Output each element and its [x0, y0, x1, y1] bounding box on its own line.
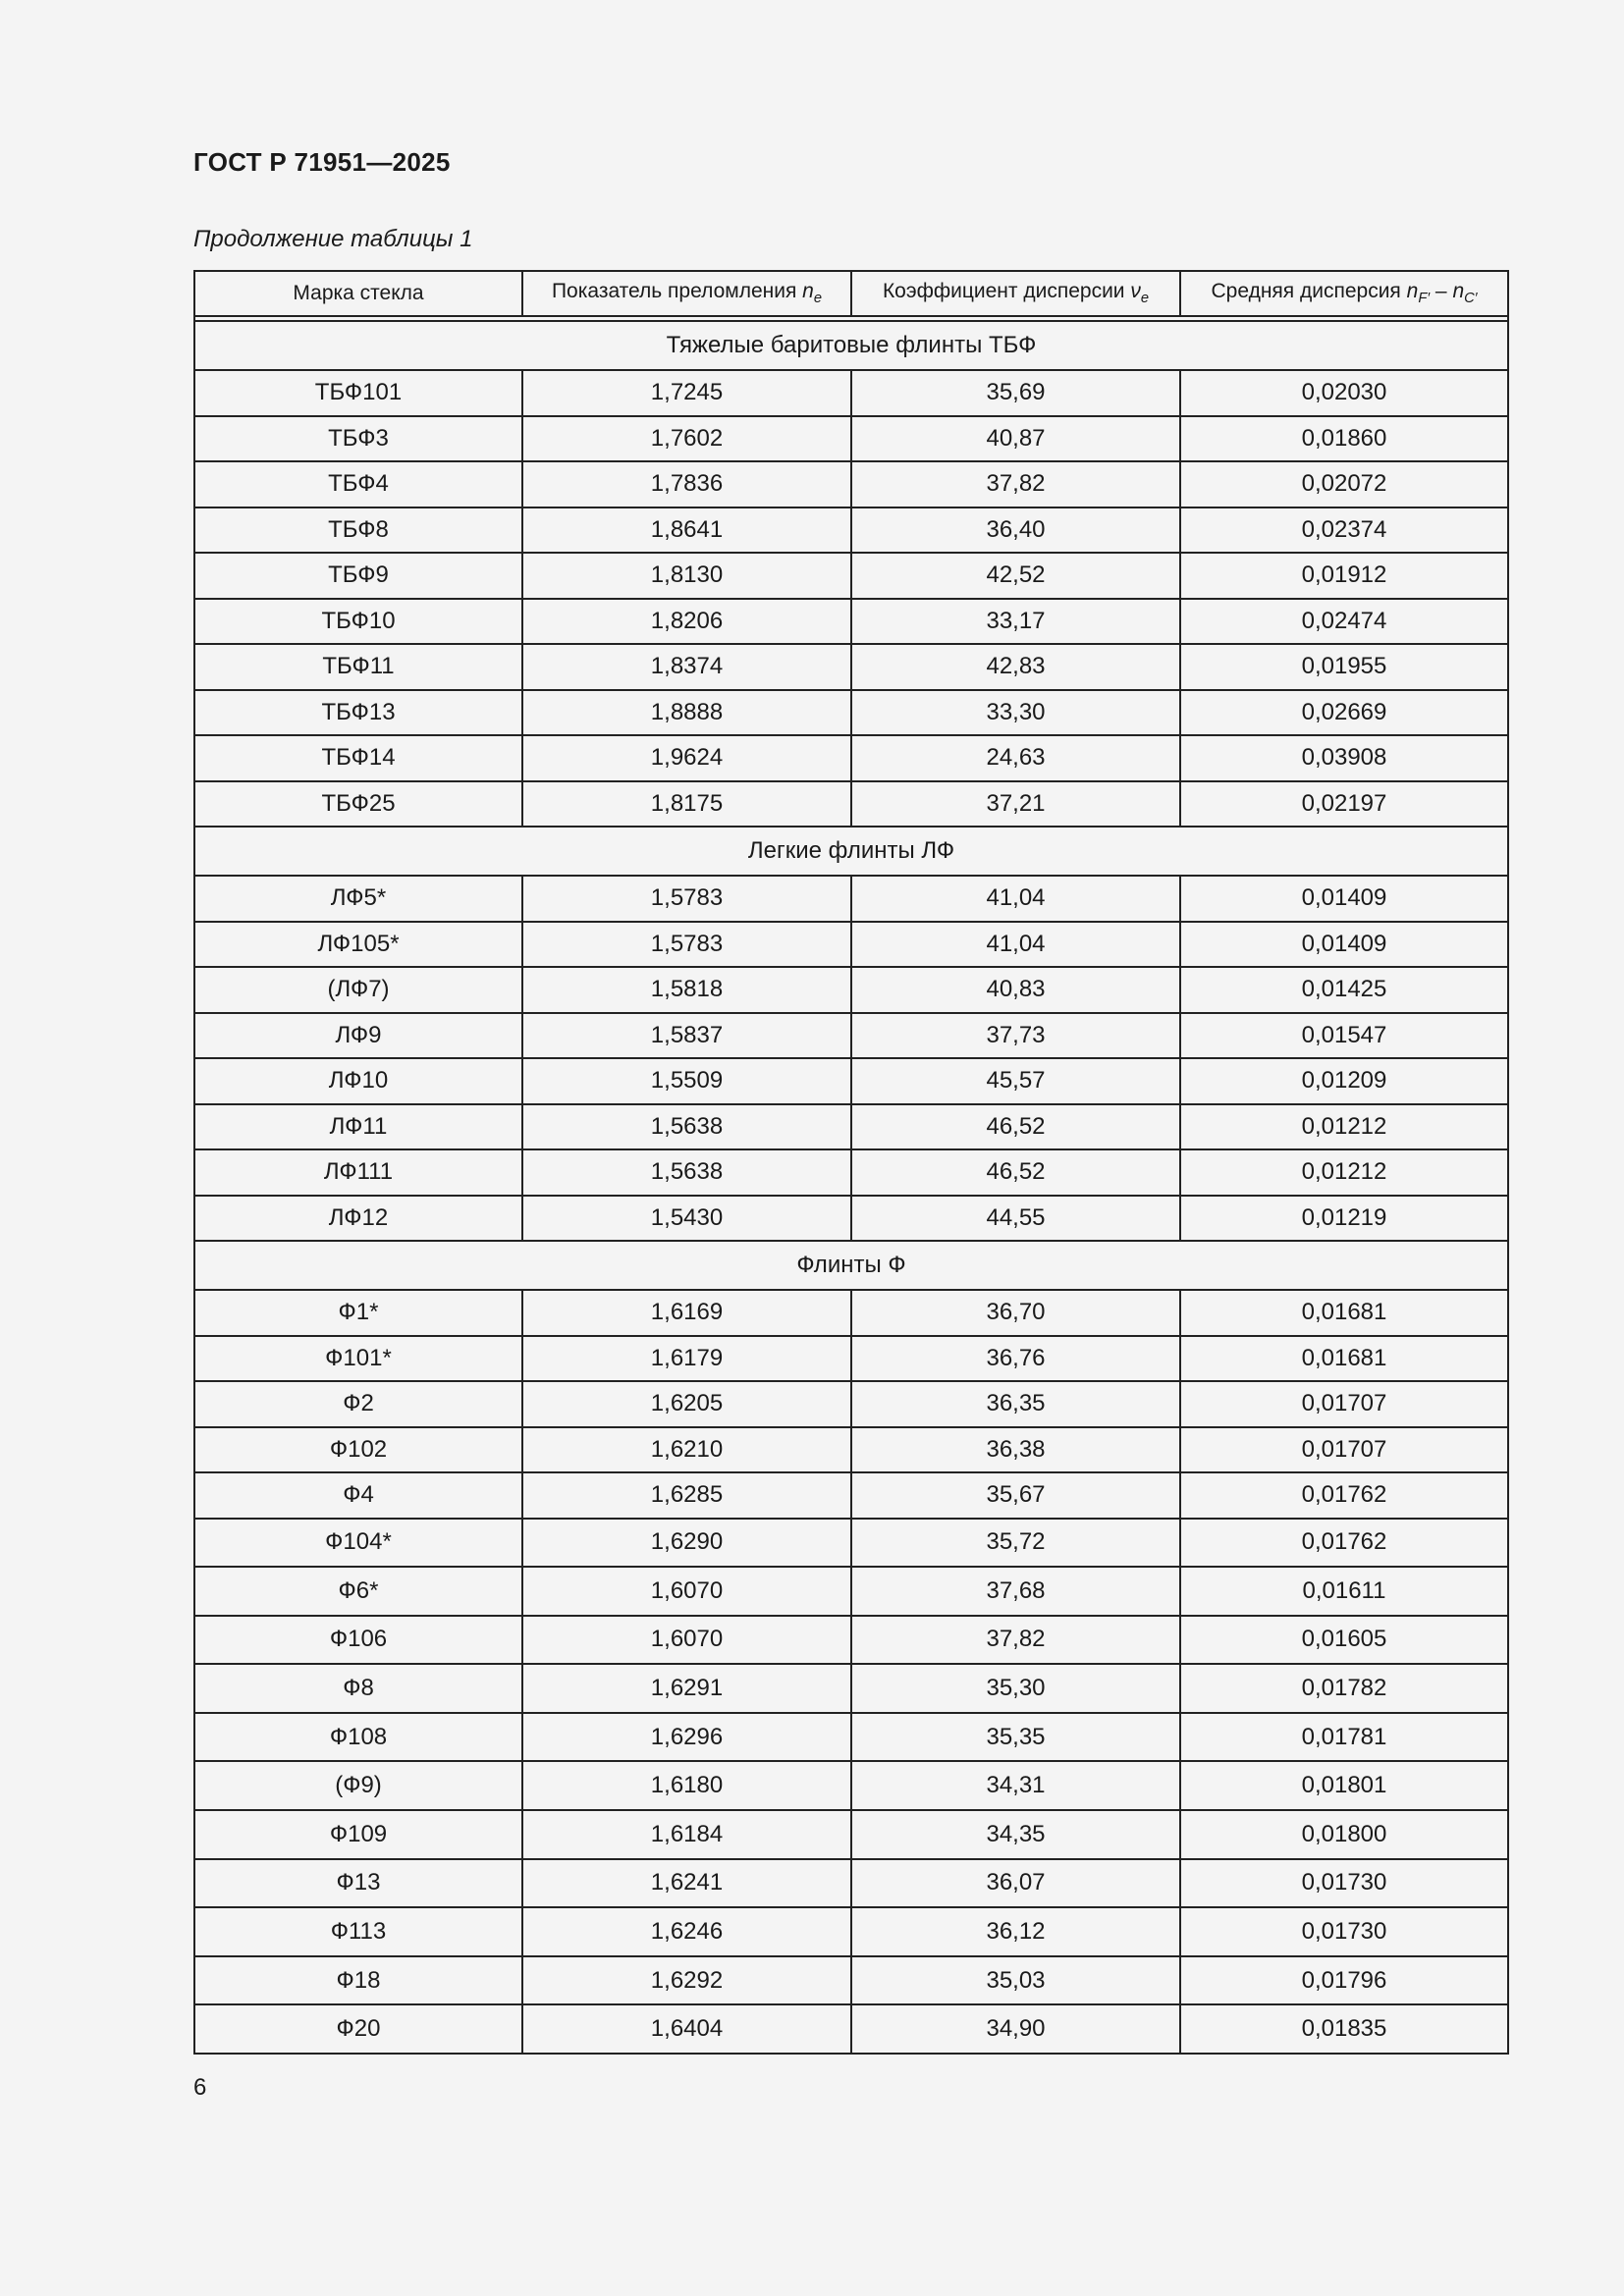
table-row	[194, 644, 1508, 690]
dispersion-coefficient-cell: 34,90	[851, 2004, 1180, 2054]
glass-grade-cell: ТБФ13	[194, 690, 522, 736]
table-row	[194, 1290, 1508, 1336]
refractive-index-cell: 1,8641	[522, 507, 851, 554]
dispersion-coefficient-subscript: e	[1140, 291, 1150, 307]
mean-dispersion-operator: –	[1430, 280, 1453, 303]
mean-dispersion-cell: 0,01681	[1180, 1290, 1508, 1336]
mean-dispersion-cell: 0,01912	[1180, 553, 1508, 599]
refractive-index-cell: 1,8374	[522, 644, 851, 690]
mean-dispersion-cell: 0,02030	[1180, 370, 1508, 416]
mean-dispersion-cell: 0,02374	[1180, 507, 1508, 554]
dispersion-coefficient-cell: 35,30	[851, 1664, 1180, 1713]
refractive-index-cell: 1,6296	[522, 1713, 851, 1762]
refractive-index-cell: 1,8130	[522, 553, 851, 599]
glass-grade-cell: Ф20	[194, 2004, 522, 2054]
refractive-index-cell: 1,6292	[522, 1956, 851, 2005]
section-header-row	[194, 321, 1508, 370]
table-row	[194, 1956, 1508, 2005]
table-body	[194, 321, 1508, 2054]
mean-dispersion-cell: 0,01212	[1180, 1149, 1508, 1196]
mean-dispersion-cell: 0,01782	[1180, 1664, 1508, 1713]
refractive-index-cell: 1,6070	[522, 1616, 851, 1665]
refractive-index-cell: 1,6246	[522, 1907, 851, 1956]
refractive-index-cell: 1,6210	[522, 1427, 851, 1473]
refractive-index-cell: 1,6070	[522, 1567, 851, 1616]
table-row	[194, 735, 1508, 781]
refractive-index-cell: 1,5783	[522, 922, 851, 968]
refractive-index-cell: 1,6184	[522, 1810, 851, 1859]
mean-dispersion-cell: 0,01425	[1180, 967, 1508, 1013]
mean-dispersion-cell: 0,01955	[1180, 644, 1508, 690]
page-number: 6	[193, 2074, 207, 2101]
dispersion-coefficient-cell: 37,82	[851, 461, 1180, 507]
dispersion-coefficient-cell: 42,52	[851, 553, 1180, 599]
mean-dispersion-cell: 0,01611	[1180, 1567, 1508, 1616]
glass-grade-cell: Ф109	[194, 1810, 522, 1859]
mean-dispersion-cell: 0,02474	[1180, 599, 1508, 645]
table-row	[194, 1427, 1508, 1473]
refractive-index-cell: 1,5783	[522, 876, 851, 922]
mean-dispersion-cell: 0,01219	[1180, 1196, 1508, 1242]
mean-dispersion-symbol-2: n	[1452, 280, 1465, 303]
table-row	[194, 1616, 1508, 1665]
glass-grade-cell: Ф104*	[194, 1519, 522, 1568]
refractive-index-cell: 1,6404	[522, 2004, 851, 2054]
glass-grade-cell: Ф108	[194, 1713, 522, 1762]
section-header-row	[194, 827, 1508, 876]
glass-grade-cell: Ф8	[194, 1664, 522, 1713]
dispersion-coefficient-cell: 35,67	[851, 1472, 1180, 1519]
table-row	[194, 599, 1508, 645]
dispersion-coefficient-cell: 42,83	[851, 644, 1180, 690]
mean-dispersion-cell: 0,01835	[1180, 2004, 1508, 2054]
mean-dispersion-cell: 0,01605	[1180, 1616, 1508, 1665]
dispersion-coefficient-cell: 41,04	[851, 876, 1180, 922]
mean-dispersion-cell: 0,01730	[1180, 1859, 1508, 1908]
table-row	[194, 1664, 1508, 1713]
header-mean-dispersion-label: Средняя дисперсия	[1211, 280, 1407, 303]
table-caption: Продолжение таблицы 1	[193, 226, 473, 252]
mean-dispersion-cell: 0,01707	[1180, 1427, 1508, 1473]
section-title: Легкие флинты ЛФ	[194, 827, 1508, 876]
table-row	[194, 876, 1508, 922]
dispersion-coefficient-cell: 35,35	[851, 1713, 1180, 1762]
refractive-index-cell: 1,6291	[522, 1664, 851, 1713]
section-title: Флинты Ф	[194, 1241, 1508, 1290]
mean-dispersion-cell: 0,01409	[1180, 876, 1508, 922]
mean-dispersion-symbol-1: n	[1406, 280, 1419, 303]
glass-grade-cell: ТБФ101	[194, 370, 522, 416]
dispersion-coefficient-cell: 44,55	[851, 1196, 1180, 1242]
table-row	[194, 553, 1508, 599]
header-glass-grade-label: Марка стекла	[293, 282, 424, 304]
glass-grade-cell: Ф18	[194, 1956, 522, 2005]
refractive-index-cell: 1,5818	[522, 967, 851, 1013]
mean-dispersion-cell: 0,01730	[1180, 1907, 1508, 1956]
mean-dispersion-cell: 0,01707	[1180, 1381, 1508, 1427]
dispersion-coefficient-cell: 40,83	[851, 967, 1180, 1013]
mean-dispersion-subscript-2: C′	[1464, 291, 1478, 307]
header-mean-dispersion	[1180, 271, 1508, 316]
table-row	[194, 1013, 1508, 1059]
glass-grade-cell: Ф113	[194, 1907, 522, 1956]
glass-grade-cell: Ф1*	[194, 1290, 522, 1336]
mean-dispersion-cell: 0,02669	[1180, 690, 1508, 736]
dispersion-coefficient-cell: 34,31	[851, 1761, 1180, 1810]
table-row	[194, 1519, 1508, 1568]
refractive-index-cell: 1,5638	[522, 1149, 851, 1196]
glass-grade-cell: ТБФ8	[194, 507, 522, 554]
dispersion-coefficient-cell: 35,69	[851, 370, 1180, 416]
glass-grade-cell: Ф13	[194, 1859, 522, 1908]
table-row	[194, 1381, 1508, 1427]
dispersion-coefficient-cell: 46,52	[851, 1104, 1180, 1150]
mean-dispersion-subscript-1: F′	[1418, 291, 1431, 307]
section-title: Тяжелые баритовые флинты ТБФ	[194, 321, 1508, 370]
table-row	[194, 507, 1508, 554]
mean-dispersion-cell: 0,01801	[1180, 1761, 1508, 1810]
dispersion-coefficient-cell: 35,72	[851, 1519, 1180, 1568]
refractive-index-cell: 1,8888	[522, 690, 851, 736]
mean-dispersion-cell: 0,01209	[1180, 1058, 1508, 1104]
glass-grade-cell: ЛФ105*	[194, 922, 522, 968]
dispersion-coefficient-cell: 36,70	[851, 1290, 1180, 1336]
glass-grade-cell: ЛФ9	[194, 1013, 522, 1059]
glass-grade-cell: (ЛФ7)	[194, 967, 522, 1013]
refractive-index-cell: 1,5430	[522, 1196, 851, 1242]
header-row	[194, 271, 1508, 316]
mean-dispersion-cell: 0,02072	[1180, 461, 1508, 507]
dispersion-coefficient-cell: 35,03	[851, 1956, 1180, 2005]
refractive-index-cell: 1,6205	[522, 1381, 851, 1427]
mean-dispersion-cell: 0,01781	[1180, 1713, 1508, 1762]
refractive-index-cell: 1,8206	[522, 599, 851, 645]
header-dispersion-coefficient	[851, 271, 1180, 316]
dispersion-coefficient-cell: 36,38	[851, 1427, 1180, 1473]
mean-dispersion-cell: 0,01547	[1180, 1013, 1508, 1059]
table-row	[194, 1104, 1508, 1150]
dispersion-coefficient-cell: 33,17	[851, 599, 1180, 645]
refractive-index-cell: 1,9624	[522, 735, 851, 781]
table-row	[194, 2004, 1508, 2054]
table-row	[194, 1761, 1508, 1810]
table-row	[194, 370, 1508, 416]
glass-grade-cell: ТБФ4	[194, 461, 522, 507]
dispersion-coefficient-symbol: ν	[1130, 280, 1141, 303]
mean-dispersion-cell: 0,01212	[1180, 1104, 1508, 1150]
dispersion-coefficient-cell: 37,73	[851, 1013, 1180, 1059]
refractive-index-cell: 1,6285	[522, 1472, 851, 1519]
document-code: ГОСТ Р 71951—2025	[193, 147, 451, 177]
table-row	[194, 1810, 1508, 1859]
dispersion-coefficient-cell: 33,30	[851, 690, 1180, 736]
table-row	[194, 1567, 1508, 1616]
mean-dispersion-cell: 0,01409	[1180, 922, 1508, 968]
table-row	[194, 416, 1508, 462]
dispersion-coefficient-cell: 36,12	[851, 1907, 1180, 1956]
glass-grade-cell: Ф102	[194, 1427, 522, 1473]
glass-grade-cell: ЛФ12	[194, 1196, 522, 1242]
refractive-index-cell: 1,5837	[522, 1013, 851, 1059]
refractive-index-cell: 1,6169	[522, 1290, 851, 1336]
table-row	[194, 690, 1508, 736]
glass-grade-cell: ЛФ111	[194, 1149, 522, 1196]
table-row	[194, 922, 1508, 968]
glass-grade-cell: ЛФ10	[194, 1058, 522, 1104]
dispersion-coefficient-cell: 36,76	[851, 1336, 1180, 1382]
table-row	[194, 1713, 1508, 1762]
dispersion-coefficient-cell: 37,21	[851, 781, 1180, 828]
dispersion-coefficient-cell: 37,68	[851, 1567, 1180, 1616]
dispersion-coefficient-cell: 41,04	[851, 922, 1180, 968]
glass-grade-cell: ТБФ25	[194, 781, 522, 828]
section-header-row	[194, 1241, 1508, 1290]
mean-dispersion-cell: 0,01762	[1180, 1472, 1508, 1519]
glass-grade-cell: ЛФ11	[194, 1104, 522, 1150]
refractive-index-cell: 1,5638	[522, 1104, 851, 1150]
dispersion-coefficient-cell: 37,82	[851, 1616, 1180, 1665]
table-row	[194, 1859, 1508, 1908]
glass-grade-cell: ТБФ3	[194, 416, 522, 462]
mean-dispersion-cell: 0,01796	[1180, 1956, 1508, 2005]
mean-dispersion-cell: 0,02197	[1180, 781, 1508, 828]
header-glass-grade	[194, 271, 522, 316]
mean-dispersion-cell: 0,01762	[1180, 1519, 1508, 1568]
refractive-index-cell: 1,7836	[522, 461, 851, 507]
glass-grade-cell: ТБФ14	[194, 735, 522, 781]
glass-grade-cell: Ф4	[194, 1472, 522, 1519]
table-row	[194, 1336, 1508, 1382]
glass-grade-cell: Ф106	[194, 1616, 522, 1665]
table-row	[194, 967, 1508, 1013]
refractive-index-cell: 1,6290	[522, 1519, 851, 1568]
dispersion-coefficient-cell: 36,07	[851, 1859, 1180, 1908]
refractive-index-cell: 1,6179	[522, 1336, 851, 1382]
glass-grade-cell: Ф6*	[194, 1567, 522, 1616]
refractive-index-cell: 1,7245	[522, 370, 851, 416]
glass-grade-cell: ТБФ10	[194, 599, 522, 645]
refractive-index-cell: 1,5509	[522, 1058, 851, 1104]
refractive-index-subscript: e	[813, 291, 823, 307]
dispersion-coefficient-cell: 46,52	[851, 1149, 1180, 1196]
mean-dispersion-cell: 0,01860	[1180, 416, 1508, 462]
refractive-index-cell: 1,8175	[522, 781, 851, 828]
glass-grade-cell: ТБФ11	[194, 644, 522, 690]
refractive-index-cell: 1,7602	[522, 416, 851, 462]
mean-dispersion-cell: 0,03908	[1180, 735, 1508, 781]
dispersion-coefficient-cell: 45,57	[851, 1058, 1180, 1104]
glass-grade-cell: Ф2	[194, 1381, 522, 1427]
glass-grade-cell: Ф101*	[194, 1336, 522, 1382]
refractive-index-cell: 1,6241	[522, 1859, 851, 1908]
table-row	[194, 1196, 1508, 1242]
mean-dispersion-cell: 0,01681	[1180, 1336, 1508, 1382]
table-row	[194, 781, 1508, 828]
table-row	[194, 1907, 1508, 1956]
dispersion-coefficient-cell: 36,35	[851, 1381, 1180, 1427]
header-dispersion-coefficient-label: Коэффициент дисперсии	[882, 280, 1131, 303]
mean-dispersion-cell: 0,01800	[1180, 1810, 1508, 1859]
refractive-index-cell: 1,6180	[522, 1761, 851, 1810]
table-row	[194, 1058, 1508, 1104]
glass-properties-table	[193, 270, 1509, 2055]
table-row	[194, 1472, 1508, 1519]
table-row	[194, 1149, 1508, 1196]
glass-grade-cell: (Ф9)	[194, 1761, 522, 1810]
header-refractive-index-label: Показатель преломления	[551, 280, 803, 303]
dispersion-coefficient-cell: 36,40	[851, 507, 1180, 554]
glass-grade-cell: ТБФ9	[194, 553, 522, 599]
table-row	[194, 461, 1508, 507]
dispersion-coefficient-cell: 40,87	[851, 416, 1180, 462]
refractive-index-symbol: n	[802, 280, 814, 303]
dispersion-coefficient-cell: 34,35	[851, 1810, 1180, 1859]
dispersion-coefficient-cell: 24,63	[851, 735, 1180, 781]
glass-grade-cell: ЛФ5*	[194, 876, 522, 922]
header-refractive-index	[522, 271, 851, 316]
